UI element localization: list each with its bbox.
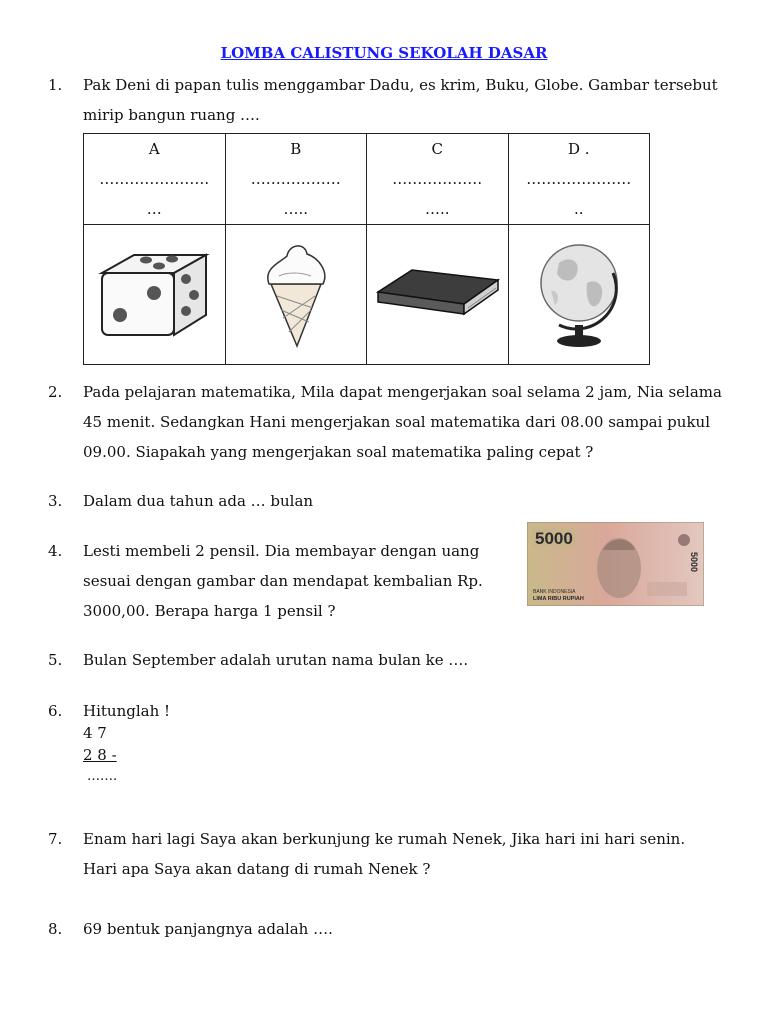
question-text-line: Bulan September adalah urutan nama bulan ke …. [83,651,469,669]
question-text-line: Pada pelajaran matematika, Mila dapat mengerjakan soal selama 2 jam, Nia selama [83,383,722,401]
worksheet-title: LOMBA CALISTUNG SEKOLAH DASAR [220,44,548,62]
option-label: B [290,140,302,158]
globe-icon [529,233,629,353]
answer-blank: ……. [87,769,118,784]
minuend: 4 7 [83,724,107,742]
dice-image-cell [84,225,226,365]
question-7 [48,824,728,884]
question-6 [48,696,728,726]
option-label: C [431,140,443,158]
question-text-line: Hari apa Saya akan datang di rumah Nenek ? [83,860,431,878]
question-text-line: Lesti membeli 2 pensil. Dia membayar dengan uang [83,542,480,560]
options-table [83,133,650,365]
ice-cream-icon [261,238,331,348]
question-text-line: 3000,00. Berapa harga 1 pensil ? [83,602,336,620]
book-icon [372,258,502,328]
question-number: 8. [48,920,63,938]
question-3 [48,486,728,516]
question-text-line: Enam hari lagi Saya akan berkunjung ke rumah Nenek, Jika hari ini hari senin. [83,830,686,848]
question-1 [48,70,728,130]
option-label: A [148,140,160,158]
dice-icon [94,243,214,343]
subtrahend: 2 8 - [83,746,117,764]
option-b-cell [225,134,367,225]
answer-blank: ……………… [392,170,483,188]
question-number: 1. [48,76,63,94]
question-2 [48,377,728,467]
question-text-line: 45 menit. Sedangkan Hani mengerjakan soal matematika dari 08.00 sampai pukul [83,413,710,431]
question-text-line: Dalam dua tahun ada … bulan [83,492,314,510]
option-c-cell [367,134,509,225]
banknote-image [527,522,704,606]
answer-blank: ……………… [250,170,341,188]
banknote-value: 5000 [535,529,573,548]
globe-image-cell [508,225,650,365]
option-a-cell [84,134,226,225]
question-number: 6. [48,702,63,720]
option-label: D . [567,140,590,158]
answer-blank: ….. [424,200,450,218]
question-number: 5. [48,651,63,669]
answer-blank: … [146,200,162,218]
answer-blank: ….. [283,200,309,218]
question-number: 4. [48,542,63,560]
answer-blank: .. [573,200,584,218]
question-text-line: Pak Deni di papan tulis menggambar Dadu, es krim, Buku, Globe. Gambar tersebut [83,76,718,94]
question-4 [48,536,488,626]
question-text-line: 09.00. Siapakah yang mengerjakan soal matematika paling cepat ? [83,443,594,461]
question-5 [48,645,728,675]
subtraction-problem [83,722,117,788]
banknote-bank: BANK INDONESIA [533,589,576,595]
book-image-cell [367,225,509,365]
question-text-line: Hitunglah ! [83,702,171,720]
question-text-line: sesuai dengan gambar dan mendapat kembalian Rp. [83,572,483,590]
question-number: 3. [48,492,63,510]
question-text-line: mirip bangun ruang …. [83,106,260,124]
question-8 [48,914,728,944]
banknote-icon [527,522,704,606]
question-number: 2. [48,383,63,401]
answer-blank: ………………… [526,170,632,188]
ice-cream-image-cell [225,225,367,365]
question-number: 7. [48,830,63,848]
banknote-side-value: 5000 [689,552,699,573]
question-text-line: 69 bentuk panjangnya adalah …. [83,920,333,938]
option-d-cell [508,134,650,225]
banknote-words: LIMA RIBU RUPIAH [533,596,584,602]
answer-blank: …………………. [99,170,210,188]
